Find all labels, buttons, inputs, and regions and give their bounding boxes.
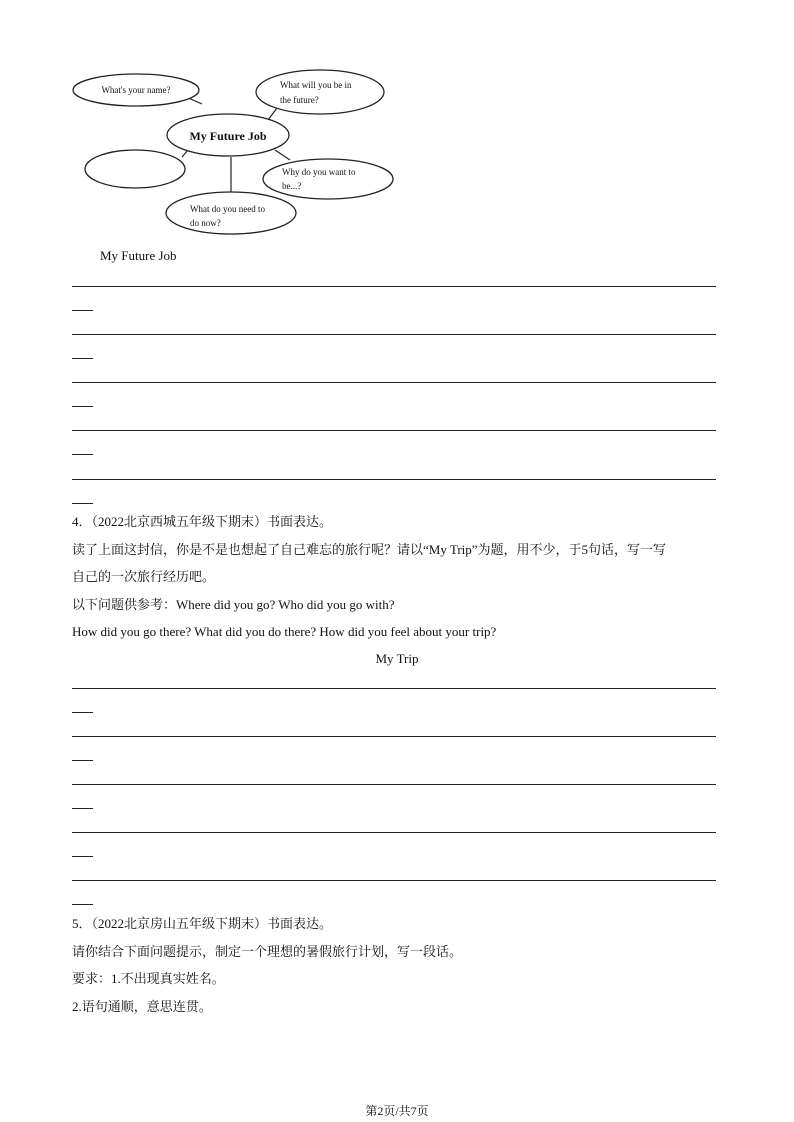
connector-line [275, 150, 290, 160]
center-text: My Future Job [189, 129, 267, 143]
writing-line-stub [72, 358, 93, 359]
question-header: 4．（2022北京西城五年级下期末）书面表达。 [72, 514, 333, 529]
bubble-empty [85, 150, 185, 188]
bubble-why [263, 159, 393, 199]
question-header: 5．（2022北京房山五年级下期末）书面表达。 [72, 916, 333, 931]
question-hint: How did you go there? What did you do there? How did you feel about your trip? [72, 624, 497, 639]
writing-line-stub [72, 454, 93, 455]
question-hint: 以下问题供参考：Where did you go? Who did you go with? [72, 597, 395, 612]
bubble-future [256, 70, 384, 114]
writing-line[interactable] [72, 832, 716, 833]
bubble-text: do now? [190, 218, 221, 228]
writing-line[interactable] [72, 382, 716, 383]
writing-line-stub [72, 712, 93, 713]
writing-line[interactable] [72, 286, 716, 287]
writing-line[interactable] [72, 880, 716, 881]
writing-line-stub [72, 904, 93, 905]
writing-line-stub [72, 310, 93, 311]
writing-line-stub [72, 503, 93, 504]
requirement-text: 2.语句通顺，意思连贯。 [72, 999, 212, 1014]
bubble-text: be...? [282, 181, 302, 191]
bubble-text: the future? [280, 95, 319, 105]
bubble-text: Why do you want to [282, 167, 356, 177]
writing-line-stub [72, 406, 93, 407]
writing-line-stub [72, 856, 93, 857]
writing-line[interactable] [72, 736, 716, 737]
writing-line-stub [72, 760, 93, 761]
essay-title: My Future Job [100, 248, 177, 263]
essay-title: My Trip [375, 651, 419, 666]
writing-line[interactable] [72, 784, 716, 785]
writing-line[interactable] [72, 688, 716, 689]
writing-line-stub [72, 808, 93, 809]
writing-line[interactable] [72, 479, 716, 480]
page-number: 第2页/共7页 [365, 1104, 429, 1118]
mind-map-diagram [70, 62, 400, 240]
requirement-text: 要求：1.不出现真实姓名。 [72, 971, 225, 986]
question-prompt: 请你结合下面问题提示，制定一个理想的暑假旅行计划，写一段话。 [72, 944, 463, 959]
writing-line[interactable] [72, 430, 716, 431]
question-prompt: 读了上面这封信，你是不是也想起了自己难忘的旅行呢？请以“My Trip”为题，用不少，于5句话，写一写 [72, 542, 667, 557]
question-prompt: 自己的一次旅行经历吧。 [72, 569, 216, 584]
bubble-text: What's your name? [101, 85, 171, 95]
bubble-text: What do you need to [190, 204, 265, 214]
bubble-text: What will you be in [280, 80, 352, 90]
writing-line[interactable] [72, 334, 716, 335]
